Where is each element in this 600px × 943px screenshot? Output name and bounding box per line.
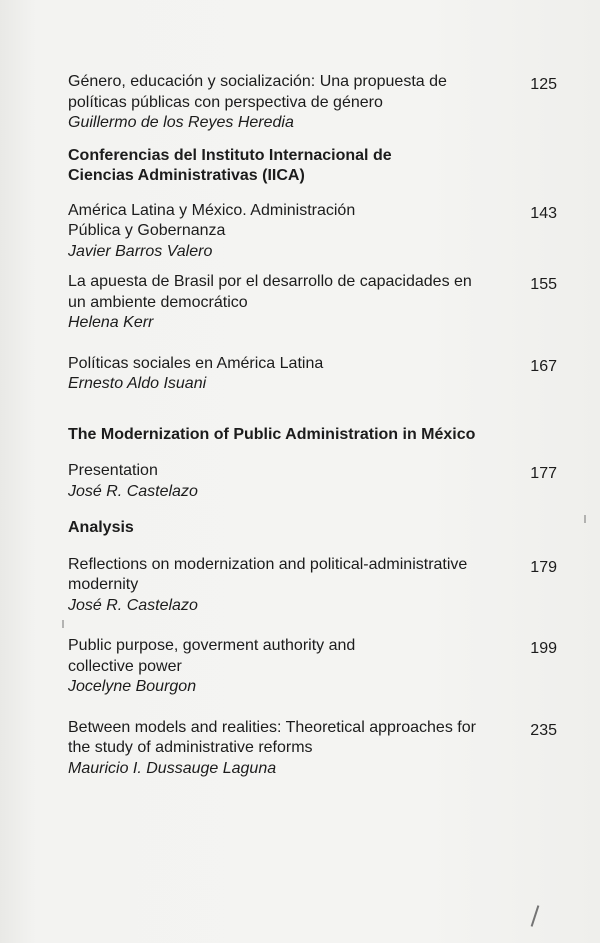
toc-entry xyxy=(68,354,560,395)
entry-title: Políticas sociales en América Latina xyxy=(68,354,324,372)
entry-page-number: 143 xyxy=(530,204,557,222)
entry-title: Public purpose, goverment authority and collective power xyxy=(68,637,356,675)
toc-entry xyxy=(68,636,560,698)
section-heading-iica: Conferencias del Instituto Internacional de Ciencias Administrativas (IICA) xyxy=(68,146,392,184)
scan-mark xyxy=(584,515,586,523)
pencil-mark xyxy=(531,905,540,927)
toc-entry xyxy=(68,718,560,780)
entry-author: José R. Castelazo xyxy=(68,596,198,614)
entry-author: Mauricio I. Dussauge Laguna xyxy=(68,759,277,777)
entry-page-number: 177 xyxy=(530,465,557,482)
section-heading-analysis: Analysis xyxy=(68,519,134,536)
entry-author: Guillermo de los Reyes Heredia xyxy=(68,114,294,131)
entry-title: Between models and realities: Theoretical approaches for the study of administrative reforms xyxy=(68,718,476,756)
entry-title: América Latina y México. Administración Pública y Gobernanza xyxy=(68,201,356,239)
entry-page-number: 167 xyxy=(530,357,557,375)
entry-author: José R. Castelazo xyxy=(68,482,198,500)
entry-title: Género, educación y socialización: Una propuesta de políticas públicas con perspectiva de género xyxy=(68,73,447,111)
toc-entry xyxy=(68,272,560,334)
section-heading-modernization: The Modernization of Public Administration in México xyxy=(68,425,476,443)
toc-entry xyxy=(68,72,560,134)
entry-page-number: 179 xyxy=(530,558,557,576)
entry-author: Jocelyne Bourgon xyxy=(68,678,197,695)
entry-page-number: 155 xyxy=(530,276,557,293)
entry-title: Reflections on modernization and political-administrative modernity xyxy=(68,555,468,593)
scan-mark xyxy=(62,620,64,628)
entry-page-number: 125 xyxy=(530,76,557,93)
entry-author: Helena Kerr xyxy=(68,314,154,331)
entry-author: Ernesto Aldo Isuani xyxy=(68,375,207,392)
entry-title: Presentation xyxy=(68,462,158,479)
entry-page-number: 199 xyxy=(530,640,557,657)
toc-entry xyxy=(68,201,560,263)
entry-title: La apuesta de Brasil por el desarrollo de capacidades en un ambiente democrático xyxy=(68,273,472,311)
entry-author: Javier Barros Valero xyxy=(68,242,213,260)
table-of-contents xyxy=(68,72,560,779)
entry-page-number: 235 xyxy=(530,721,557,739)
toc-entry xyxy=(68,461,560,502)
toc-entry xyxy=(68,555,560,617)
